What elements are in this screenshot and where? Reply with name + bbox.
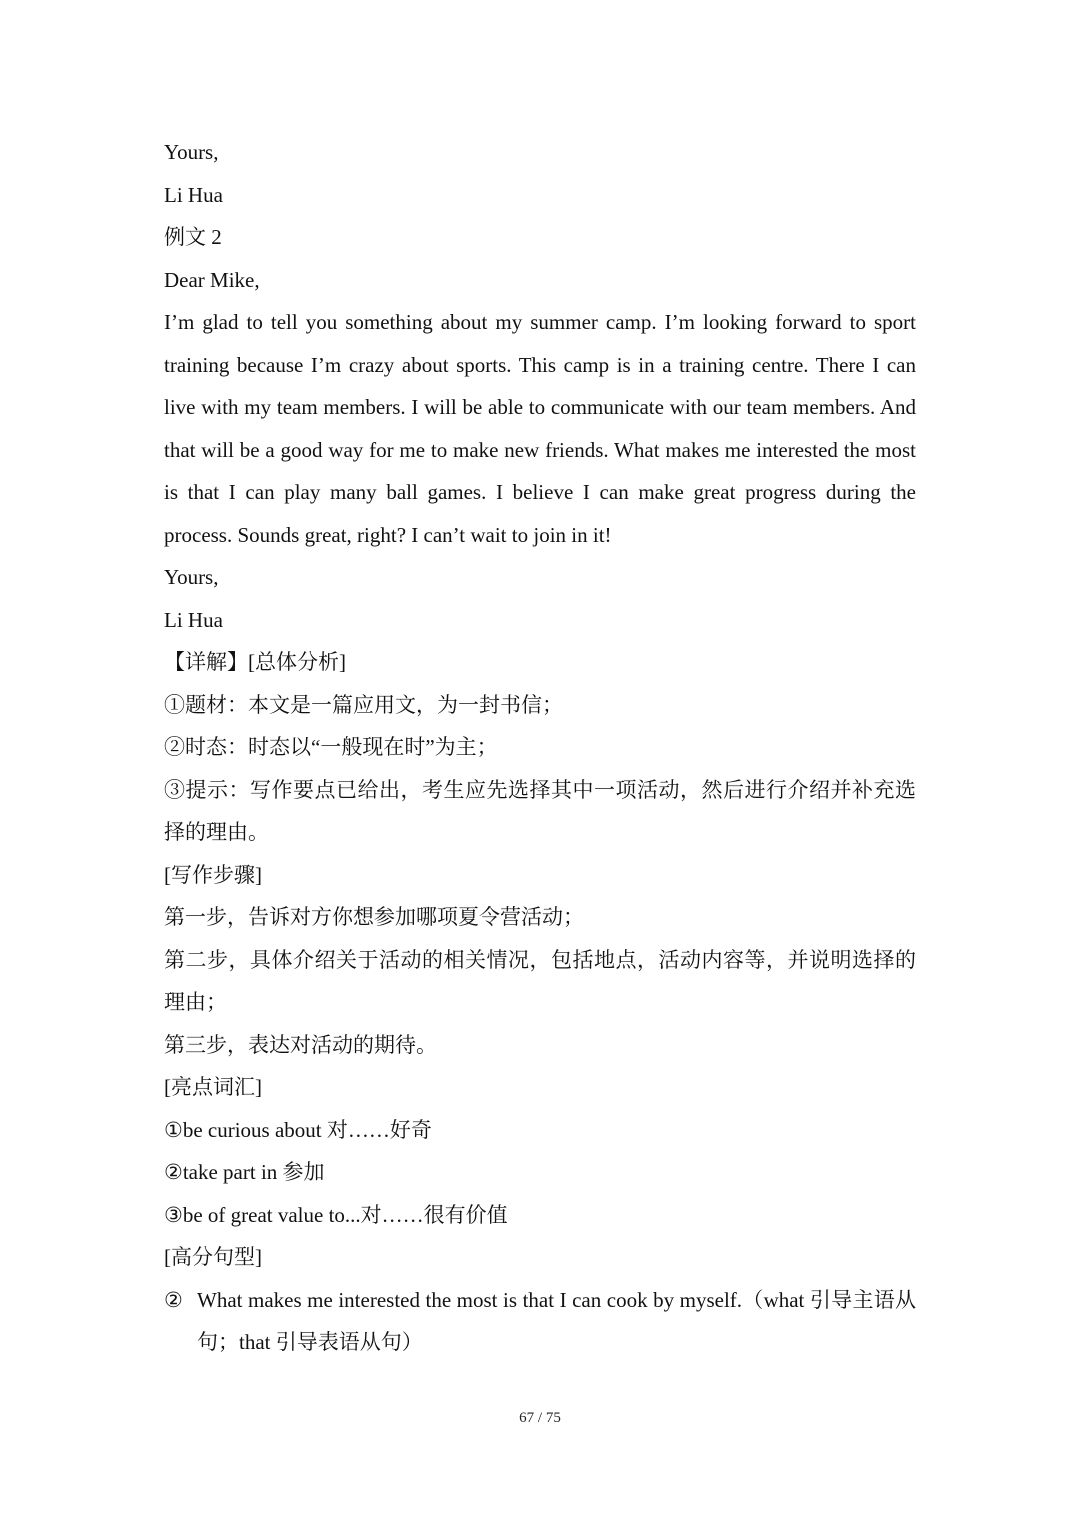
- analysis-heading: 【详解】[总体分析]: [164, 650, 346, 674]
- analysis-item-tense: ②时态：时态以“一般现在时”为主；: [164, 735, 498, 759]
- step-2: 第二步，具体介绍关于活动的相关情况，包括地点，活动内容等，并说明选择的理由；: [164, 947, 916, 1014]
- signature-1: Li Hua: [164, 182, 223, 207]
- analysis-item-hint: ③提示：写作要点已给出，考生应先选择其中一项活动，然后进行介绍并补充选择的理由。: [164, 777, 916, 844]
- vocab-item-1: ①be curious about 对……好奇: [164, 1117, 432, 1142]
- page-number: 67 / 75: [519, 1410, 561, 1426]
- analysis-item-topic: ①题材：本文是一篇应用文，为一封书信；: [164, 692, 563, 717]
- vocab-item-2: ②take part in 参加: [164, 1160, 325, 1184]
- sentence-item: [164, 1279, 916, 1364]
- signature-2: Li Hua: [164, 607, 223, 632]
- closing-yours-1: Yours,: [164, 140, 219, 164]
- letter-paragraph: I’m glad to tell you something about my summer camp. I’m looking forward to sport training because I’m crazy about sports. This camp is in a training centre. There I can live with my team members. I will be able to communicate with our team members. And that will be a good way for me to make new friends. What makes me interested the most is that I can play many ball games. I believe I can make great progress during the process. Sounds great, right? I can’t wait to join in it!: [164, 310, 916, 547]
- sentence-number: ②: [164, 1287, 183, 1312]
- document-body: [164, 131, 916, 1364]
- vocab-item-3: ③be of great value to...对……很有价值: [164, 1202, 508, 1227]
- step-1: 第一步，告诉对方你想参加哪项夏令营活动；: [164, 905, 584, 929]
- closing-yours-2: Yours,: [164, 565, 219, 589]
- step-3: 第三步，表达对活动的期待。: [164, 1032, 437, 1057]
- sentences-heading: [高分句型]: [164, 1245, 262, 1269]
- steps-heading: [写作步骤]: [164, 862, 262, 887]
- vocab-heading: [亮点词汇]: [164, 1075, 262, 1099]
- sentence-text: What makes me interested the most is that I can cook by myself.（what 引导主语从句；that 引导表语从句）: [197, 1287, 916, 1354]
- example-label: 例文 2: [164, 225, 222, 249]
- salutation: Dear Mike,: [164, 267, 260, 292]
